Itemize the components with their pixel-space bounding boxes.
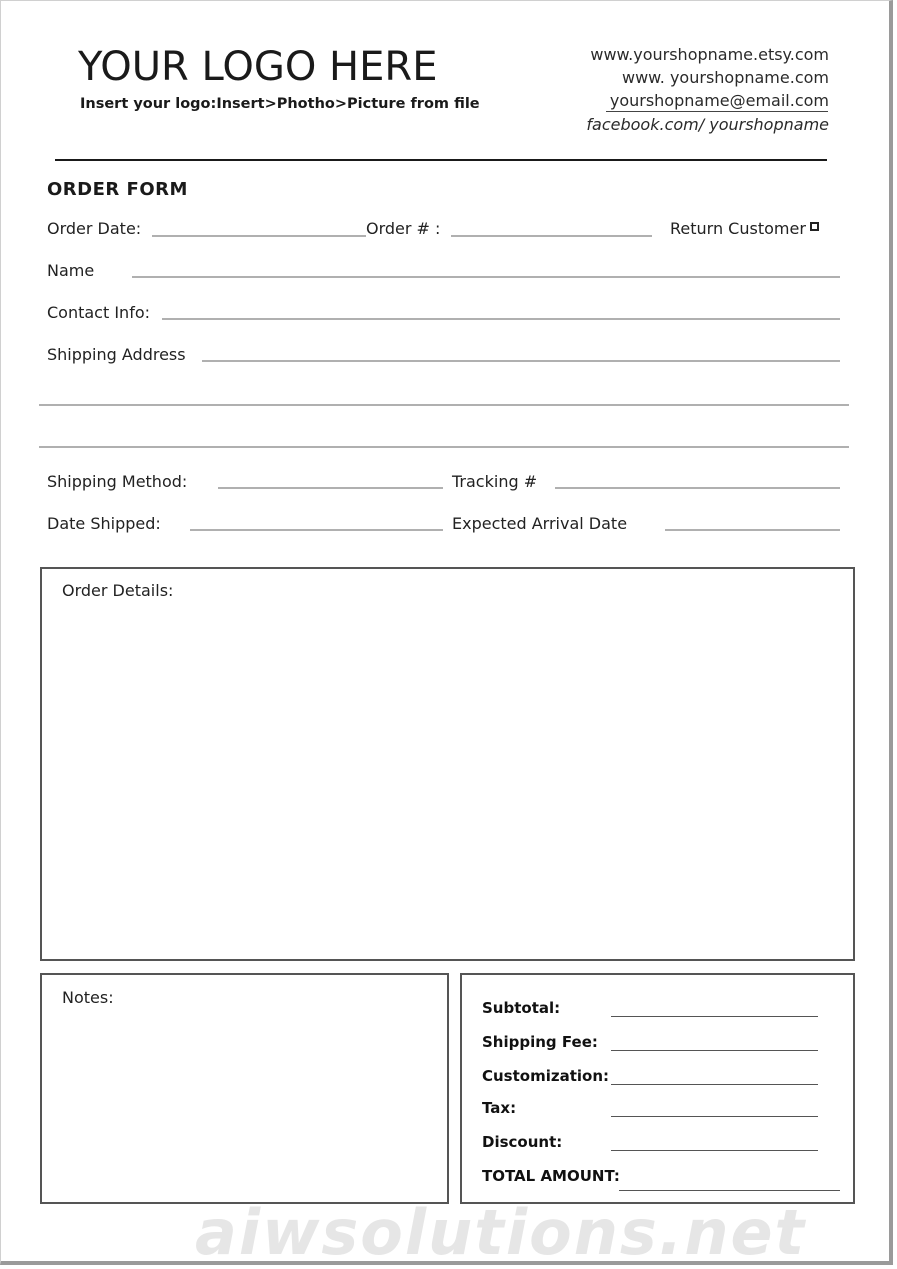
contact-email[interactable]: yourshopname@email.com	[609, 91, 829, 110]
tax-field[interactable]	[611, 1116, 818, 1117]
contact-etsy-url[interactable]: www.yourshopname.etsy.com	[590, 45, 829, 64]
summary-box	[460, 973, 855, 1204]
header-divider	[55, 159, 827, 161]
shipping-address-label: Shipping Address	[47, 345, 186, 364]
shipping-method-field[interactable]	[218, 487, 443, 489]
notes-label: Notes:	[62, 988, 114, 1007]
expected-arrival-field[interactable]	[665, 529, 840, 531]
shipping-address-field-2[interactable]	[39, 404, 849, 406]
total-amount-label: TOTAL AMOUNT:	[482, 1167, 620, 1185]
notes-box[interactable]	[40, 973, 449, 1204]
name-label: Name	[47, 261, 95, 280]
discount-label: Discount:	[482, 1133, 563, 1151]
date-shipped-field[interactable]	[190, 529, 443, 531]
logo-placeholder-title: YOUR LOGO HERE	[78, 44, 438, 90]
shipping-address-field-1[interactable]	[202, 360, 840, 362]
shipping-method-label: Shipping Method:	[47, 472, 188, 491]
name-field[interactable]	[132, 276, 840, 278]
contact-website-url[interactable]: www. yourshopname.com	[622, 68, 829, 87]
total-amount-field[interactable]	[619, 1190, 840, 1191]
tracking-label: Tracking #	[452, 472, 538, 491]
customization-field[interactable]	[611, 1084, 818, 1085]
order-number-label: Order # :	[366, 219, 441, 238]
contact-facebook[interactable]: facebook.com/ yourshopname	[586, 115, 829, 134]
subtotal-field[interactable]	[611, 1016, 818, 1017]
tracking-field[interactable]	[555, 487, 840, 489]
order-date-field[interactable]	[152, 235, 366, 237]
shipping-address-field-3[interactable]	[39, 446, 849, 448]
shipping-fee-label: Shipping Fee:	[482, 1033, 598, 1051]
logo-instruction: Insert your logo:Insert>Photho>Picture from file	[80, 96, 480, 112]
date-shipped-label: Date Shipped:	[47, 514, 161, 533]
tax-label: Tax:	[482, 1099, 517, 1117]
order-date-label: Order Date:	[47, 219, 142, 238]
order-number-field[interactable]	[451, 235, 652, 237]
return-customer-checkbox[interactable]	[810, 222, 819, 231]
watermark: aiwsolutions.net	[195, 1196, 807, 1269]
order-details-label: Order Details:	[62, 581, 174, 600]
form-title: ORDER FORM	[47, 179, 188, 200]
return-customer-label: Return Customer	[670, 219, 806, 238]
discount-field[interactable]	[611, 1150, 818, 1151]
expected-arrival-label: Expected Arrival Date	[452, 514, 628, 533]
shipping-fee-field[interactable]	[611, 1050, 818, 1051]
order-details-box[interactable]	[40, 567, 855, 961]
subtotal-label: Subtotal:	[482, 999, 561, 1017]
email-underline	[606, 111, 828, 112]
contact-info-label: Contact Info:	[47, 303, 151, 322]
customization-label: Customization:	[482, 1067, 610, 1085]
contact-info-field[interactable]	[162, 318, 840, 320]
